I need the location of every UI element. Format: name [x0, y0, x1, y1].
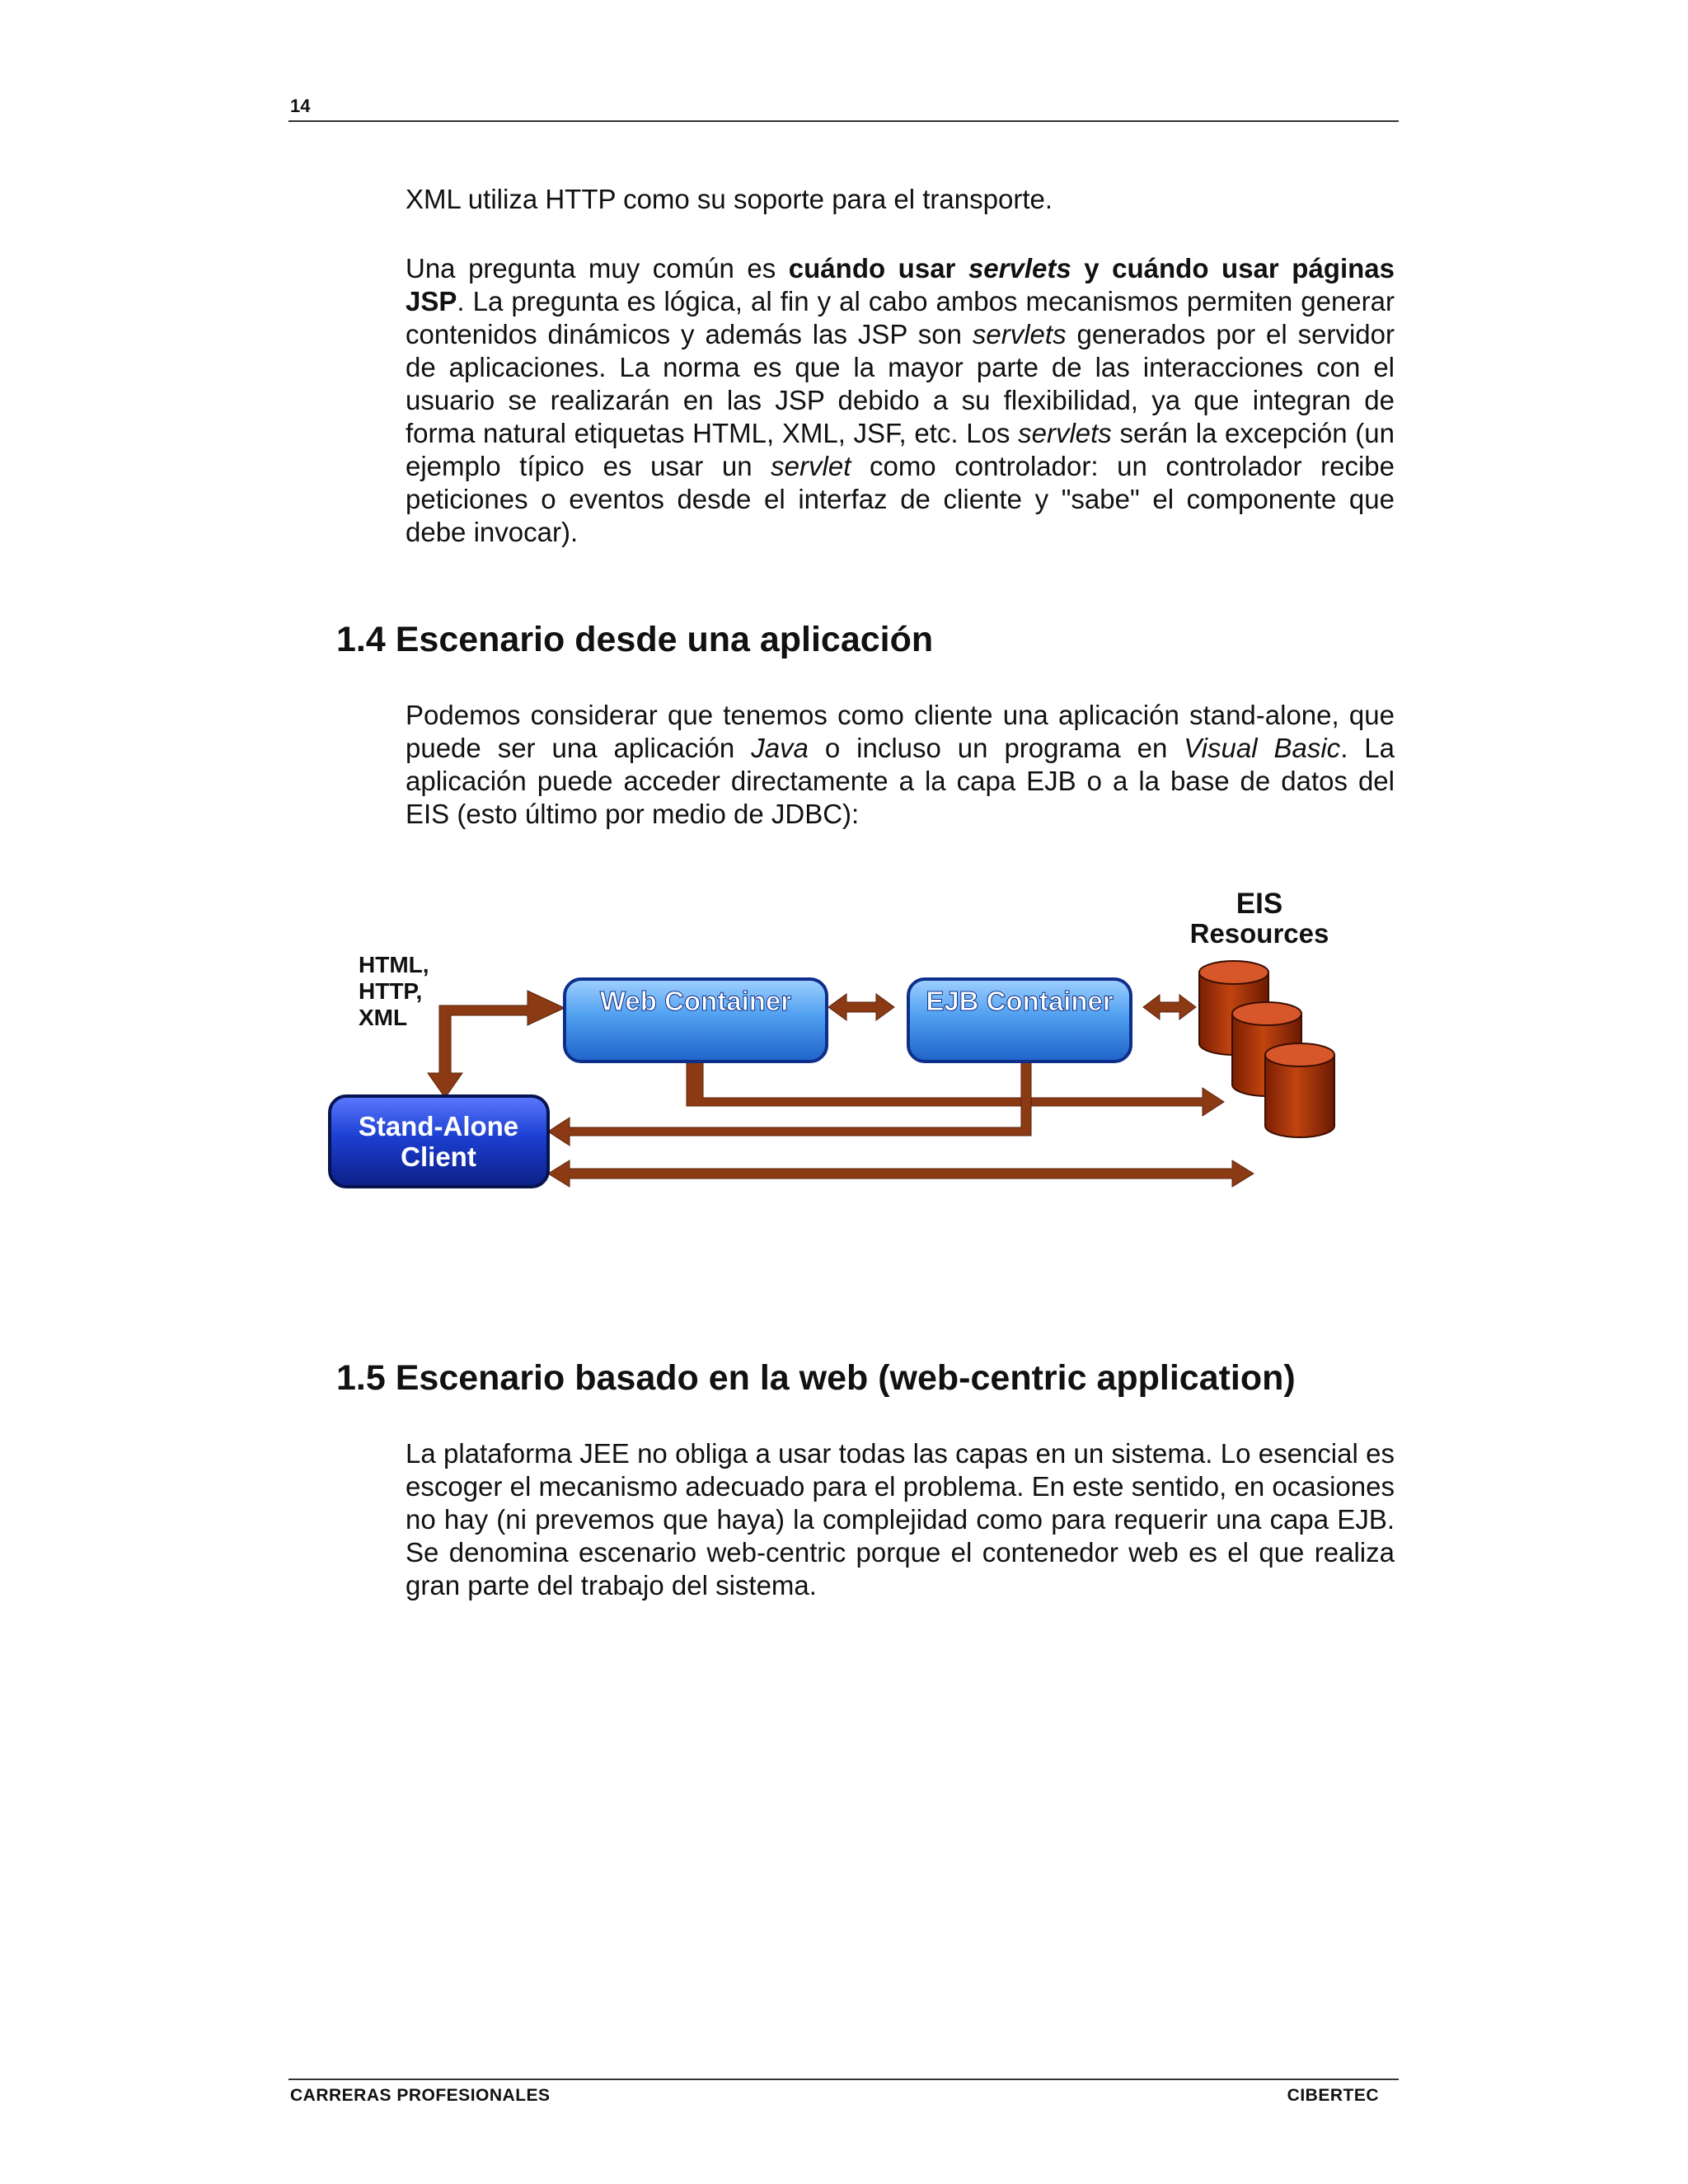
arrow-ejb-eis — [1143, 995, 1196, 1019]
italic-run: servlet — [771, 451, 851, 481]
text-run: . La pregunta es lógica, al fin y al cabo ambos mecanismos permiten generar contenidos dinámicos y además las JSP son — [406, 286, 1395, 349]
italic-run: Java — [751, 733, 809, 763]
text-run: serán la excepción (un ejemplo típico es usar un — [406, 418, 1395, 481]
italic-run: servlets — [972, 319, 1067, 349]
section-heading-1-4: 1.4 Escenario desde una aplicación — [336, 620, 934, 659]
text-run: como controlador: un controlador recibe peticiones o eventos desde el interfaz de cliente y "sabe" el componente que debe invocar). — [406, 451, 1395, 547]
database-cylinders-icon — [1199, 961, 1334, 1137]
paragraph-servlets-vs-jsp — [406, 252, 1395, 549]
text-run: o incluso un programa en — [808, 733, 1184, 763]
bold-run: y cuándo usar páginas JSP — [406, 253, 1395, 316]
client-label-line2: Client — [401, 1141, 476, 1172]
text-run: generados por el servidor de aplicaciones. La norma es que la mayor parte de las interacciones con el usuario se realizarán en las JSP debido a su flexibilidad, ya que integran de forma natural etiquetas HTML, XML, JSF, etc. Los — [406, 319, 1395, 448]
client-label-line1: Stand-Alone — [358, 1111, 519, 1141]
eis-label-line2: Resources — [1189, 918, 1329, 949]
section-heading-1-5: 1.5 Escenario basado en la web (web-centric application) — [336, 1358, 1296, 1398]
text-run: Podemos considerar que tenemos como cliente una aplicación stand-alone, que puede ser una aplicación — [406, 700, 1395, 763]
bold-italic-run — [968, 253, 1071, 284]
arrow-client-to-web-container — [428, 991, 565, 1098]
header-rule — [288, 120, 1399, 122]
bold-italic-text: servlets — [968, 253, 1071, 284]
ejb-container-label: EJB Container — [926, 986, 1114, 1016]
text-run: Una pregunta muy común es — [406, 253, 789, 284]
paragraph-xml-transport: XML utiliza HTTP como su soporte para el transporte. — [406, 184, 1053, 214]
cylinder-3 — [1265, 1043, 1334, 1137]
arrow-client-eis — [548, 1160, 1254, 1187]
page-number: 14 — [290, 96, 311, 116]
italic-run: servlets — [1018, 418, 1112, 448]
protocol-label-line2: HTTP, — [359, 978, 423, 1004]
protocol-label-line3: XML — [359, 1005, 408, 1030]
paragraph-standalone-client — [406, 699, 1395, 831]
arrow-web-ejb — [828, 994, 894, 1020]
bold-run: cuándo usar — [788, 253, 968, 284]
eis-label-line1: EIS — [1236, 888, 1283, 920]
web-container-label: Web Container — [599, 986, 792, 1016]
italic-run: Visual Basic — [1184, 733, 1341, 763]
footer-rule — [288, 2079, 1399, 2080]
protocol-label-line1: HTML, — [359, 952, 429, 977]
footer-right-label: CIBERTEC — [1287, 2086, 1379, 2105]
text-run: . La aplicación puede acceder directamente a la capa EJB o a la base de datos del EIS (esto último por medio de JDBC): — [406, 733, 1395, 829]
paragraph-web-centric: La plataforma JEE no obliga a usar todas las capas en un sistema. Lo esencial es escoger el mecanismo adecuado para el problema. En este sentido, en ocasiones no hay (ni prevemos que haya) la complejidad como para requerir una capa EJB. Se denomina escenario web-centric porque el contenedor web es el que realiza gran parte del trabajo del sistema. — [406, 1438, 1395, 1601]
footer-left-label: CARRERAS PROFESIONALES — [290, 2086, 551, 2105]
architecture-diagram — [326, 882, 1389, 1203]
